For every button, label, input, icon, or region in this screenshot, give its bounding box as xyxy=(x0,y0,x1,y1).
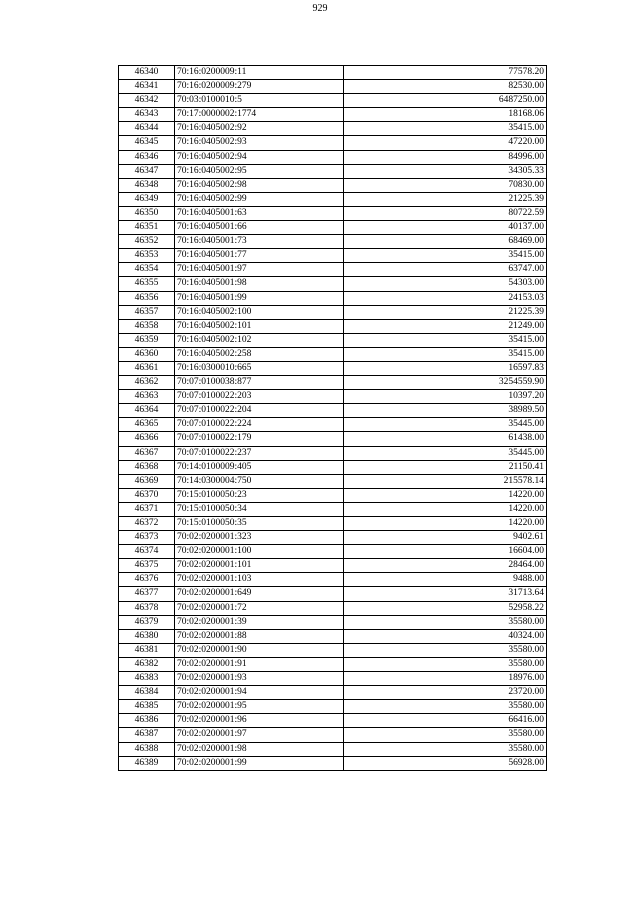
value-cell: 16597.83 xyxy=(344,361,547,375)
table-row xyxy=(119,404,547,418)
value-cell: 66416.00 xyxy=(344,714,547,728)
table-row xyxy=(119,629,547,643)
table-row xyxy=(119,531,547,545)
cadastral-number-cell: 70:07:0100022:179 xyxy=(175,432,344,446)
table-row xyxy=(119,249,547,263)
row-number-cell: 46346 xyxy=(119,150,175,164)
cadastral-number-cell: 70:02:0200001:100 xyxy=(175,545,344,559)
row-number-cell: 46379 xyxy=(119,615,175,629)
table-row xyxy=(119,460,547,474)
table-row xyxy=(119,136,547,150)
row-number-cell: 46382 xyxy=(119,657,175,671)
row-number-cell: 46356 xyxy=(119,291,175,305)
value-cell: 56928.00 xyxy=(344,756,547,770)
table-row xyxy=(119,502,547,516)
table-row xyxy=(119,150,547,164)
cadastral-number-cell: 70:16:0405002:98 xyxy=(175,178,344,192)
table-row xyxy=(119,221,547,235)
value-cell: 35445.00 xyxy=(344,418,547,432)
table-row xyxy=(119,305,547,319)
row-number-cell: 46343 xyxy=(119,108,175,122)
cadastral-number-cell: 70:02:0200001:97 xyxy=(175,728,344,742)
cadastral-number-cell: 70:16:0405002:101 xyxy=(175,319,344,333)
table-row xyxy=(119,361,547,375)
table-row xyxy=(119,657,547,671)
cadastral-number-cell: 70:07:0100022:237 xyxy=(175,446,344,460)
cadastral-number-cell: 70:02:0200001:91 xyxy=(175,657,344,671)
table-row xyxy=(119,728,547,742)
row-number-cell: 46373 xyxy=(119,531,175,545)
row-number-cell: 46374 xyxy=(119,545,175,559)
cadastral-number-cell: 70:15:0100050:35 xyxy=(175,517,344,531)
cadastral-number-cell: 70:16:0405001:66 xyxy=(175,221,344,235)
cadastral-number-cell: 70:16:0405001:98 xyxy=(175,277,344,291)
table-row xyxy=(119,192,547,206)
row-number-cell: 46384 xyxy=(119,686,175,700)
row-number-cell: 46348 xyxy=(119,178,175,192)
table-row xyxy=(119,418,547,432)
cadastral-number-cell: 70:16:0405002:258 xyxy=(175,347,344,361)
row-number-cell: 46347 xyxy=(119,164,175,178)
table-row xyxy=(119,291,547,305)
value-cell: 3254559.90 xyxy=(344,376,547,390)
cadastral-number-cell: 70:02:0200001:95 xyxy=(175,700,344,714)
row-number-cell: 46367 xyxy=(119,446,175,460)
table-row xyxy=(119,686,547,700)
cadastral-number-cell: 70:16:0405001:99 xyxy=(175,291,344,305)
cadastral-number-cell: 70:07:0100022:224 xyxy=(175,418,344,432)
value-cell: 21150.41 xyxy=(344,460,547,474)
cadastral-number-cell: 70:16:0405002:100 xyxy=(175,305,344,319)
cadastral-number-cell: 70:16:0405002:99 xyxy=(175,192,344,206)
row-number-cell: 46370 xyxy=(119,488,175,502)
cadastral-number-cell: 70:16:0405002:94 xyxy=(175,150,344,164)
table-row xyxy=(119,277,547,291)
value-cell: 18976.00 xyxy=(344,672,547,686)
table-row xyxy=(119,601,547,615)
cadastral-number-cell: 70:16:0300010:665 xyxy=(175,361,344,375)
value-cell: 34305.33 xyxy=(344,164,547,178)
value-cell: 63747.00 xyxy=(344,263,547,277)
value-cell: 24153.03 xyxy=(344,291,547,305)
value-cell: 40137.00 xyxy=(344,221,547,235)
row-number-cell: 46366 xyxy=(119,432,175,446)
cadastral-number-cell: 70:02:0200001:90 xyxy=(175,643,344,657)
cadastral-number-cell: 70:02:0200001:88 xyxy=(175,629,344,643)
cadastral-number-cell: 70:02:0200001:94 xyxy=(175,686,344,700)
value-cell: 23720.00 xyxy=(344,686,547,700)
row-number-cell: 46357 xyxy=(119,305,175,319)
value-cell: 215578.14 xyxy=(344,474,547,488)
table-row xyxy=(119,376,547,390)
row-number-cell: 46375 xyxy=(119,559,175,573)
value-cell: 35580.00 xyxy=(344,728,547,742)
cadastral-number-cell: 70:16:0405002:92 xyxy=(175,122,344,136)
row-number-cell: 46344 xyxy=(119,122,175,136)
row-number-cell: 46364 xyxy=(119,404,175,418)
value-cell: 84996.00 xyxy=(344,150,547,164)
table-row xyxy=(119,333,547,347)
cadastral-number-cell: 70:14:0100009:405 xyxy=(175,460,344,474)
cadastral-number-cell: 70:02:0200001:103 xyxy=(175,573,344,587)
value-cell: 14220.00 xyxy=(344,502,547,516)
row-number-cell: 46369 xyxy=(119,474,175,488)
table-row xyxy=(119,94,547,108)
table-row xyxy=(119,235,547,249)
row-number-cell: 46359 xyxy=(119,333,175,347)
row-number-cell: 46376 xyxy=(119,573,175,587)
value-cell: 77578.20 xyxy=(344,66,547,80)
value-cell: 9402.61 xyxy=(344,531,547,545)
cadastral-number-cell: 70:07:0100022:203 xyxy=(175,390,344,404)
table-row xyxy=(119,756,547,770)
value-cell: 35580.00 xyxy=(344,700,547,714)
cadastral-number-cell: 70:16:0200009:279 xyxy=(175,80,344,94)
row-number-cell: 46371 xyxy=(119,502,175,516)
table-row xyxy=(119,390,547,404)
value-cell: 68469.00 xyxy=(344,235,547,249)
value-cell: 35580.00 xyxy=(344,615,547,629)
value-cell: 31713.64 xyxy=(344,587,547,601)
value-cell: 14220.00 xyxy=(344,517,547,531)
table-row xyxy=(119,178,547,192)
table-row xyxy=(119,517,547,531)
row-number-cell: 46385 xyxy=(119,700,175,714)
table-row xyxy=(119,108,547,122)
table-row xyxy=(119,474,547,488)
table-row xyxy=(119,66,547,80)
value-cell: 38989.50 xyxy=(344,404,547,418)
table-row xyxy=(119,488,547,502)
cadastral-number-cell: 70:07:0100038:877 xyxy=(175,376,344,390)
value-cell: 80722.59 xyxy=(344,206,547,220)
table-row xyxy=(119,615,547,629)
row-number-cell: 46383 xyxy=(119,672,175,686)
page-number: 929 xyxy=(312,3,328,14)
cadastral-number-cell: 70:15:0100050:34 xyxy=(175,502,344,516)
row-number-cell: 46389 xyxy=(119,756,175,770)
row-number-cell: 46372 xyxy=(119,517,175,531)
cadastral-number-cell: 70:02:0200001:101 xyxy=(175,559,344,573)
cadastral-number-cell: 70:03:0100010:5 xyxy=(175,94,344,108)
table-row xyxy=(119,700,547,714)
table-row xyxy=(119,559,547,573)
value-cell: 35415.00 xyxy=(344,347,547,361)
row-number-cell: 46341 xyxy=(119,80,175,94)
row-number-cell: 46354 xyxy=(119,263,175,277)
table-row xyxy=(119,432,547,446)
value-cell: 35580.00 xyxy=(344,643,547,657)
cadastral-number-cell: 70:16:0405001:73 xyxy=(175,235,344,249)
value-cell: 54303.00 xyxy=(344,277,547,291)
cadastral-number-cell: 70:16:0200009:11 xyxy=(175,66,344,80)
table-row xyxy=(119,714,547,728)
table-row xyxy=(119,545,547,559)
row-number-cell: 46381 xyxy=(119,643,175,657)
cadastral-number-cell: 70:14:0300004:750 xyxy=(175,474,344,488)
table-row xyxy=(119,319,547,333)
value-cell: 16604.00 xyxy=(344,545,547,559)
table-body xyxy=(119,66,547,771)
cadastral-number-cell: 70:15:0100050:23 xyxy=(175,488,344,502)
table-row xyxy=(119,164,547,178)
value-cell: 40324.00 xyxy=(344,629,547,643)
value-cell: 35415.00 xyxy=(344,122,547,136)
row-number-cell: 46380 xyxy=(119,629,175,643)
value-cell: 35415.00 xyxy=(344,333,547,347)
value-cell: 21225.39 xyxy=(344,192,547,206)
table-row xyxy=(119,742,547,756)
cadastral-number-cell: 70:16:0405001:77 xyxy=(175,249,344,263)
value-cell: 21249.00 xyxy=(344,319,547,333)
table-row xyxy=(119,122,547,136)
value-cell: 35580.00 xyxy=(344,742,547,756)
value-cell: 28464.00 xyxy=(344,559,547,573)
value-cell: 21225.39 xyxy=(344,305,547,319)
row-number-cell: 46388 xyxy=(119,742,175,756)
cadastral-number-cell: 70:02:0200001:96 xyxy=(175,714,344,728)
row-number-cell: 46349 xyxy=(119,192,175,206)
cadastral-number-cell: 70:16:0405001:97 xyxy=(175,263,344,277)
row-number-cell: 46378 xyxy=(119,601,175,615)
value-cell: 9488.00 xyxy=(344,573,547,587)
cadastral-number-cell: 70:02:0200001:72 xyxy=(175,601,344,615)
cadastral-number-cell: 70:02:0200001:323 xyxy=(175,531,344,545)
value-cell: 35445.00 xyxy=(344,446,547,460)
table-row xyxy=(119,347,547,361)
row-number-cell: 46387 xyxy=(119,728,175,742)
table-row xyxy=(119,446,547,460)
row-number-cell: 46351 xyxy=(119,221,175,235)
row-number-cell: 46368 xyxy=(119,460,175,474)
row-number-cell: 46362 xyxy=(119,376,175,390)
row-number-cell: 46345 xyxy=(119,136,175,150)
row-number-cell: 46361 xyxy=(119,361,175,375)
row-number-cell: 46340 xyxy=(119,66,175,80)
table-row xyxy=(119,672,547,686)
cadastral-value-table xyxy=(118,65,547,771)
cadastral-number-cell: 70:02:0200001:98 xyxy=(175,742,344,756)
table-row xyxy=(119,206,547,220)
cadastral-number-cell: 70:16:0405002:95 xyxy=(175,164,344,178)
row-number-cell: 46377 xyxy=(119,587,175,601)
row-number-cell: 46386 xyxy=(119,714,175,728)
value-cell: 70830.00 xyxy=(344,178,547,192)
value-cell: 10397.20 xyxy=(344,390,547,404)
cadastral-number-cell: 70:02:0200001:649 xyxy=(175,587,344,601)
cadastral-number-cell: 70:02:0200001:99 xyxy=(175,756,344,770)
value-cell: 35580.00 xyxy=(344,657,547,671)
row-number-cell: 46342 xyxy=(119,94,175,108)
cadastral-number-cell: 70:07:0100022:204 xyxy=(175,404,344,418)
row-number-cell: 46358 xyxy=(119,319,175,333)
table-row xyxy=(119,643,547,657)
value-cell: 61438.00 xyxy=(344,432,547,446)
table-row xyxy=(119,263,547,277)
value-cell: 52958.22 xyxy=(344,601,547,615)
row-number-cell: 46353 xyxy=(119,249,175,263)
table-row xyxy=(119,573,547,587)
cadastral-number-cell: 70:17:0000002:1774 xyxy=(175,108,344,122)
cadastral-number-cell: 70:16:0405002:102 xyxy=(175,333,344,347)
table-row xyxy=(119,587,547,601)
cadastral-number-cell: 70:02:0200001:39 xyxy=(175,615,344,629)
cadastral-number-cell: 70:16:0405001:63 xyxy=(175,206,344,220)
table-row xyxy=(119,80,547,94)
cadastral-number-cell: 70:02:0200001:93 xyxy=(175,672,344,686)
row-number-cell: 46355 xyxy=(119,277,175,291)
cadastral-number-cell: 70:16:0405002:93 xyxy=(175,136,344,150)
value-cell: 47220.00 xyxy=(344,136,547,150)
value-cell: 6487250.00 xyxy=(344,94,547,108)
value-cell: 35415.00 xyxy=(344,249,547,263)
value-cell: 82530.00 xyxy=(344,80,547,94)
row-number-cell: 46350 xyxy=(119,206,175,220)
row-number-cell: 46363 xyxy=(119,390,175,404)
row-number-cell: 46352 xyxy=(119,235,175,249)
value-cell: 18168.06 xyxy=(344,108,547,122)
value-cell: 14220.00 xyxy=(344,488,547,502)
row-number-cell: 46360 xyxy=(119,347,175,361)
row-number-cell: 46365 xyxy=(119,418,175,432)
